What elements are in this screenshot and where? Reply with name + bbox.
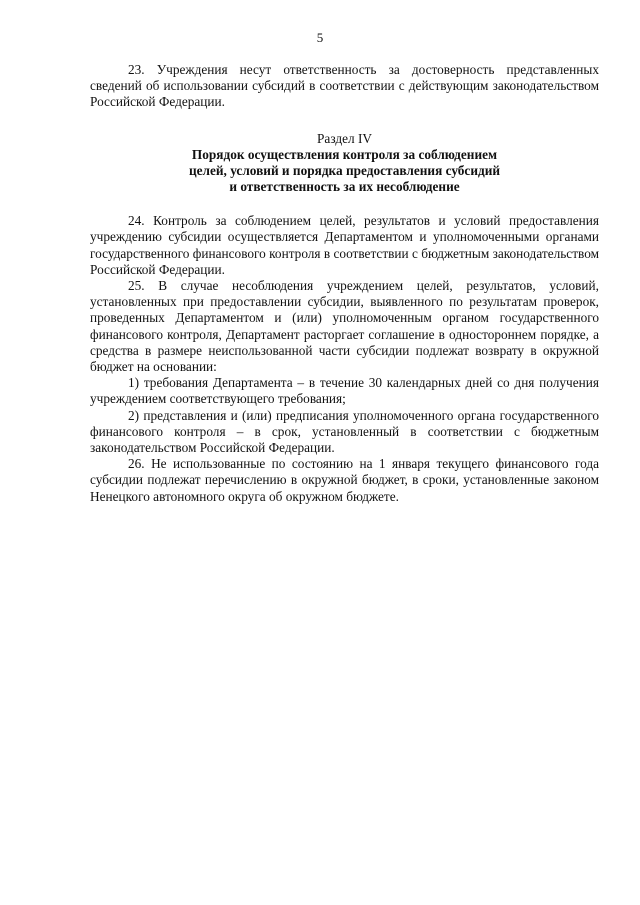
paragraph-23: 23. Учреждения несут ответственность за достоверность представленных сведений об использовании субсидий в соответствии с действующим законодательством Российской Федерации. [90, 62, 599, 110]
paragraph-24: 24. Контроль за соблюдением целей, результатов и условий предоставления учреждению субсидии осуществляется Департаментом и уполномоченными органами государственного финансового контроля в соответствии с бюджетным законодательством Российской Федерации. [90, 213, 599, 277]
section-title-line-1: Порядок осуществления контроля за соблюдением [191, 146, 498, 162]
paragraph-25: 25. В случае несоблюдения учреждением целей, результатов, условий, установленных при предоставлении субсидии, выявленного по результатам проверок, проведенных Департаментом и (или) уполномоченным органом государственного финансового контроля, Департамент расторгает соглашение в одностороннем порядке, а средства в размере неиспользованной части субсидии подлежат возврату в окружной бюджет на основании: [90, 278, 599, 375]
section-label: Раздел IV [317, 130, 372, 146]
paragraph-25-item-1: 1) требования Департамента – в течение 30 календарных дней со дня получения учреждением соответствующего требования; [90, 375, 599, 407]
document-body [90, 62, 599, 505]
paragraph-26: 26. Не использованные по состоянию на 1 января текущего финансового года субсидии подлежат перечислению в окружной бюджет, в сроки, установленные законом Ненецкого автономного округа об окружном бюджете. [90, 456, 599, 504]
section-title-line-3: и ответственность за их несоблюдение [229, 179, 460, 195]
section-title-line-2: целей, условий и порядка предоставления субсидий [188, 162, 501, 178]
paragraph-25-item-2: 2) представления и (или) предписания уполномоченного органа государственного финансового контроля – в срок, установленный в соответствии с бюджетным законодательством Российской Федерации. [90, 407, 599, 456]
section-heading [90, 130, 599, 196]
page-number: 5 [316, 30, 324, 45]
